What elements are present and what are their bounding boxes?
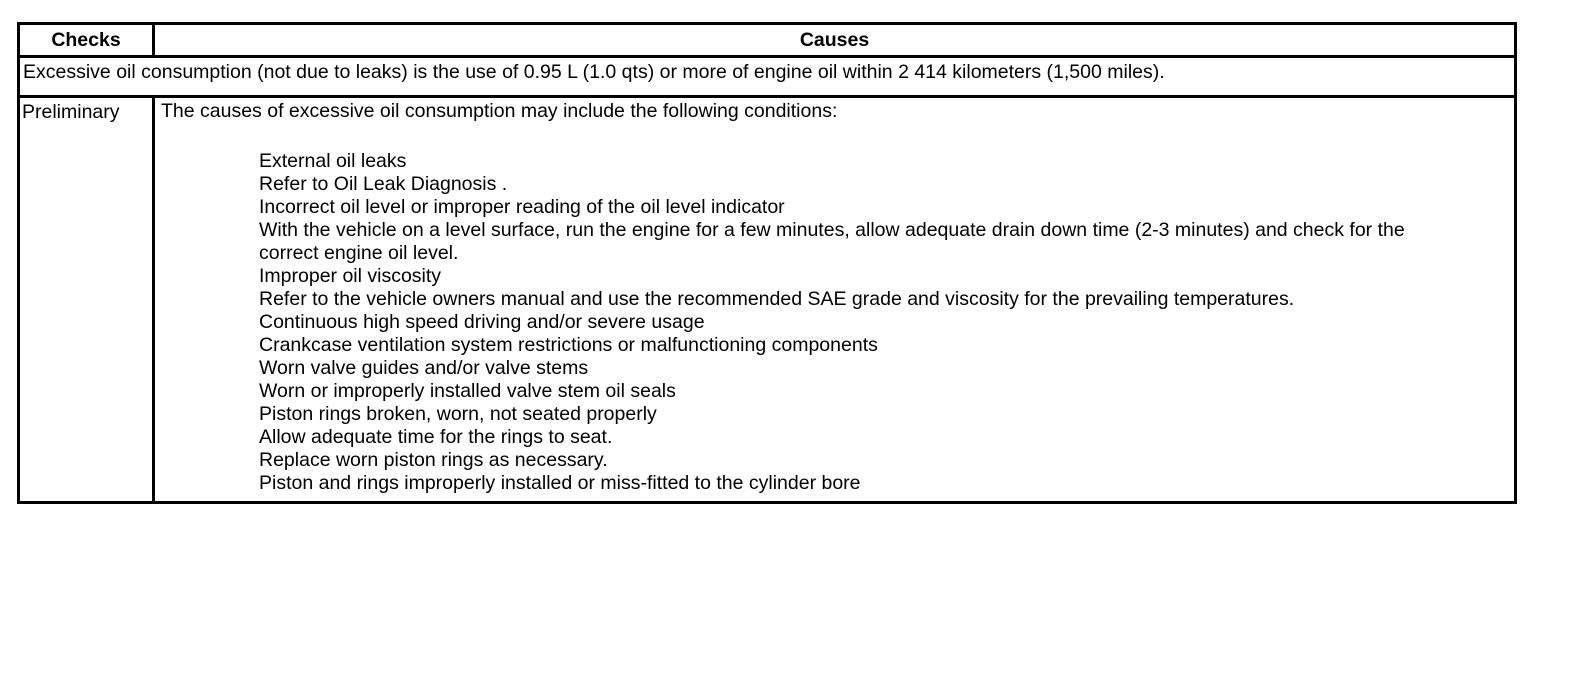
list-item: Piston and rings improperly installed or miss-fitted to the cylinder bore: [259, 472, 861, 494]
list-item: Refer to the vehicle owners manual and use the recommended SAE grade and viscosity for the prevailing temperatures.: [259, 288, 1295, 310]
check-label: Preliminary: [19, 97, 154, 503]
checks-header: Checks: [19, 24, 154, 57]
causes-list: [161, 150, 1514, 495]
diagnosis-table: [17, 22, 1517, 504]
intro-row: [19, 57, 1516, 97]
list-item: Worn valve guides and/or valve stems: [259, 357, 589, 379]
list-item: Incorrect oil level or improper reading of the oil level indicator: [259, 196, 785, 218]
list-item: Crankcase ventilation system restrictions or malfunctioning components: [259, 334, 878, 356]
list-item: Continuous high speed driving and/or severe usage: [259, 311, 705, 333]
list-item: Improper oil viscosity: [259, 265, 442, 287]
intro-text: Excessive oil consumption (not due to leaks) is the use of 0.95 L (1.0 qts) or more of engine oil within 2 414 kilometers (1,500 miles).: [19, 57, 1516, 97]
list-item: External oil leaks: [259, 150, 407, 172]
header-row: [19, 24, 1516, 57]
list-item: Worn or improperly installed valve stem oil seals: [259, 380, 676, 402]
list-item: Piston rings broken, worn, not seated properly: [259, 403, 657, 425]
list-item: With the vehicle on a level surface, run the engine for a few minutes, allow adequate drain down time (2-3 minutes) and check for the correct engine oil level.: [259, 219, 1405, 264]
list-item: Refer to Oil Leak Diagnosis .: [259, 173, 508, 195]
table-row: [19, 97, 1516, 503]
causes-lead: The causes of excessive oil consumption may include the following conditions:: [161, 100, 838, 122]
causes-header: Causes: [154, 24, 1516, 57]
causes-cell: [154, 97, 1516, 503]
list-item: Allow adequate time for the rings to seat.: [259, 426, 613, 448]
list-item: Replace worn piston rings as necessary.: [259, 449, 608, 471]
